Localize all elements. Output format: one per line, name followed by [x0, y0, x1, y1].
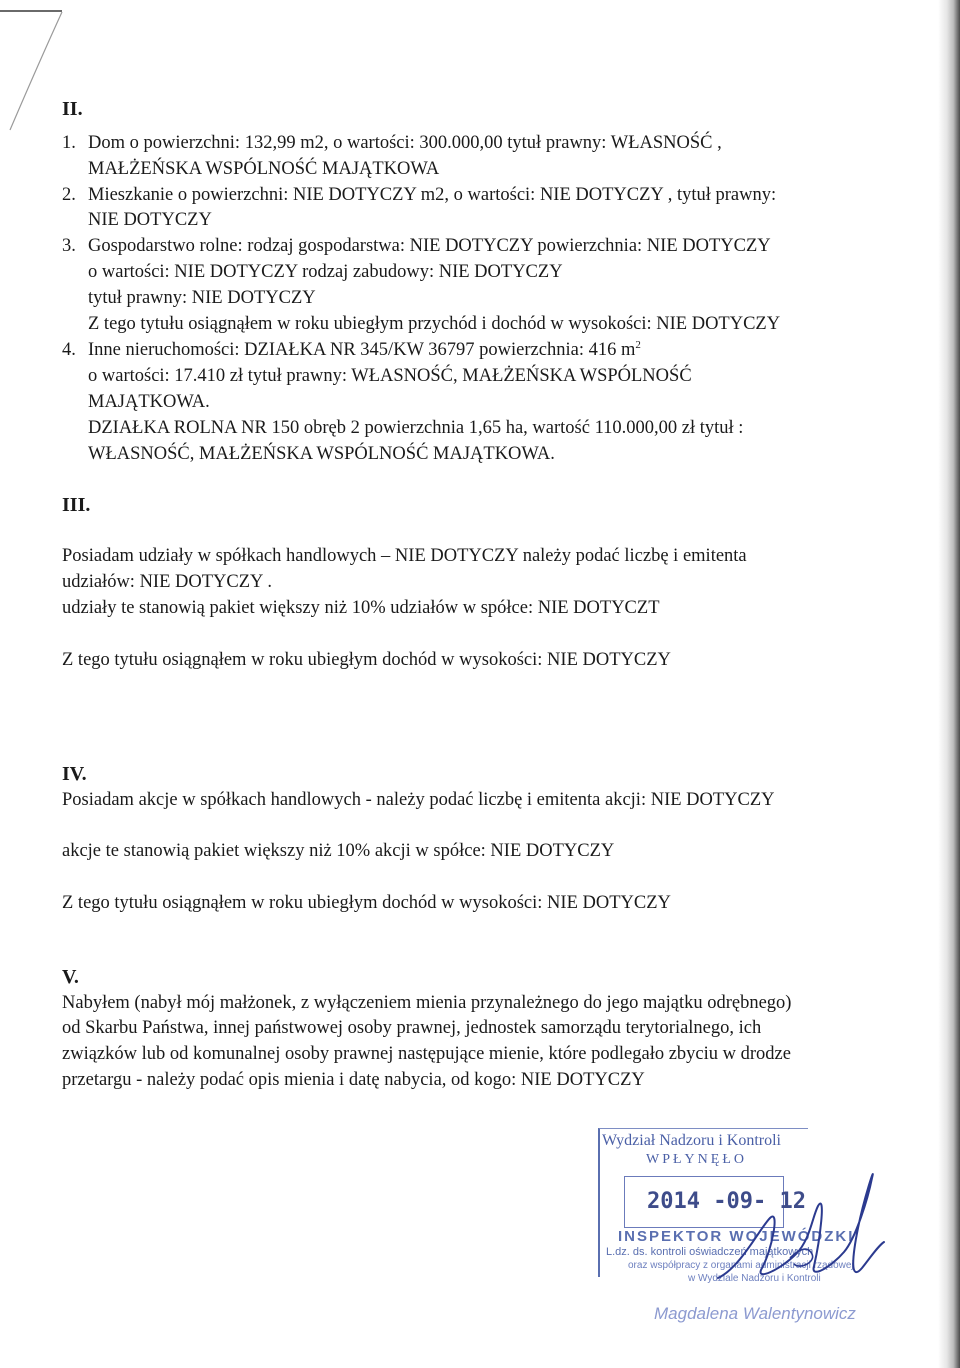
item-3-line-4: Z tego tytułu osiągnąłem w roku ubiegłym przychód i dochód w wysokości: NIE DOTYCZY: [88, 314, 781, 334]
item-1-line-2: MAŁŻEŃSKA WSPÓLNOŚĆ MAJĄTKOWA: [88, 159, 440, 179]
item-3-line-2: o wartości: NIE DOTYCZY rodzaj zabudowy: NIE DOTYCZY: [88, 262, 563, 282]
scan-edge-shadow: [938, 0, 960, 1368]
item-4-line-2: o wartości: 17.410 zł tytuł prawny: WŁASNOŚĆ, MAŁŻEŃSKA WSPÓLNOŚĆ: [88, 366, 692, 386]
item-2-line-1: Mieszkanie o powierzchni: NIE DOTYCZY m2, o wartości: NIE DOTYCZY , tytuł prawny:: [88, 185, 777, 205]
section-iii-line-2: udziałów: NIE DOTYCZY .: [62, 572, 272, 592]
item-4-line-1: [88, 339, 641, 361]
stamp-division: w Wydziale Nadzoru i Kontroli: [688, 1273, 821, 1284]
section-v-line-3: związków lub od komunalnej osoby prawnej następujące mienie, które podlegało zbyciu w drodze: [62, 1044, 791, 1064]
item-2-line-2: NIE DOTYCZY: [88, 210, 212, 230]
stamp-department: L.dz. ds. kontroli oświadczeń majątkowych: [606, 1246, 814, 1258]
section-v-line-1: Nabyłem (nabył mój małżonek, z wyłączeniem mienia przynależnego do jego majątku odrębnego): [62, 993, 792, 1013]
section-iv-line-1: Posiadam akcje w spółkach handlowych - należy podać liczbę i emitenta akcji: NIE DOTYCZY: [62, 790, 775, 810]
item-4-superscript: 2: [635, 338, 641, 351]
section-iv-line-2: akcje te stanowią pakiet większy niż 10% akcji w spółce: NIE DOTYCZY: [62, 841, 615, 861]
item-4-line-3: MAJĄTKOWA.: [88, 392, 210, 412]
section-iii-line-4: Z tego tytułu osiągnąłem w roku ubiegłym dochód w wysokości: NIE DOTYCZY: [62, 650, 671, 670]
item-4-number: 4.: [62, 340, 76, 360]
handwritten-signature: [700, 1158, 890, 1298]
item-2-number: 2.: [62, 185, 76, 205]
section-iv-heading: IV.: [62, 763, 87, 785]
item-1-line-1: Dom o powierzchni: 132,99 m2, o wartości: 300.000,00 tytuł prawny: WŁASNOŚĆ ,: [88, 133, 722, 153]
section-iii-line-3: udziały te stanowią pakiet większy niż 10% udziałów w spółce: NIE DOTYCZT: [62, 598, 660, 618]
item-3-line-1: Gospodarstwo rolne: rodzaj gospodarstwa: NIE DOTYCZY powierzchnia: NIE DOTYCZY: [88, 236, 771, 256]
item-4-line-1-text: Inne nieruchomości: DZIAŁKA NR 345/KW 36797 powierzchnia: 416 m: [88, 340, 636, 360]
stamp-cooperation: oraz współpracy z organami administracji rządowej: [628, 1260, 854, 1271]
section-iii-line-1: Posiadam udziały w spółkach handlowych – NIE DOTYCZY należy podać liczbę i emitenta: [62, 546, 747, 566]
section-iv-line-3: Z tego tytułu osiągnąłem w roku ubiegłym dochód w wysokości: NIE DOTYCZY: [62, 893, 671, 913]
section-v-line-2: od Skarbu Państwa, innej państwowej osoby prawnej, jednostek samorządu terytorialnego, ich: [62, 1018, 762, 1038]
stamp-inspector: INSPEKTOR WOJEWÓDZKI: [618, 1228, 855, 1245]
item-4-line-4: DZIAŁKA ROLNA NR 150 obręb 2 powierzchnia 1,65 ha, wartość 110.000,00 zł tytuł :: [88, 418, 744, 438]
signatory-name: Magdalena Walentynowicz: [654, 1304, 856, 1323]
item-3-line-3: tytuł prawny: NIE DOTYCZY: [88, 288, 316, 308]
item-1-number: 1.: [62, 133, 76, 153]
section-v-heading: V.: [62, 966, 79, 988]
section-iii-heading: III.: [62, 494, 91, 516]
stamp-received: WPŁYNĘŁO: [646, 1152, 747, 1167]
item-3-number: 3.: [62, 236, 76, 256]
section-v-line-4: przetargu - należy podać opis mienia i datę nabycia, od kogo: NIE DOTYCZY: [62, 1070, 645, 1090]
stamp-date: 2014 -09- 12: [647, 1189, 806, 1214]
stamp-office: Wydział Nadzoru i Kontroli: [602, 1132, 781, 1149]
section-ii-heading: II.: [62, 98, 83, 120]
item-4-line-5: WŁASNOŚĆ, MAŁŻEŃSKA WSPÓLNOŚĆ MAJĄTKOWA.: [88, 444, 555, 464]
